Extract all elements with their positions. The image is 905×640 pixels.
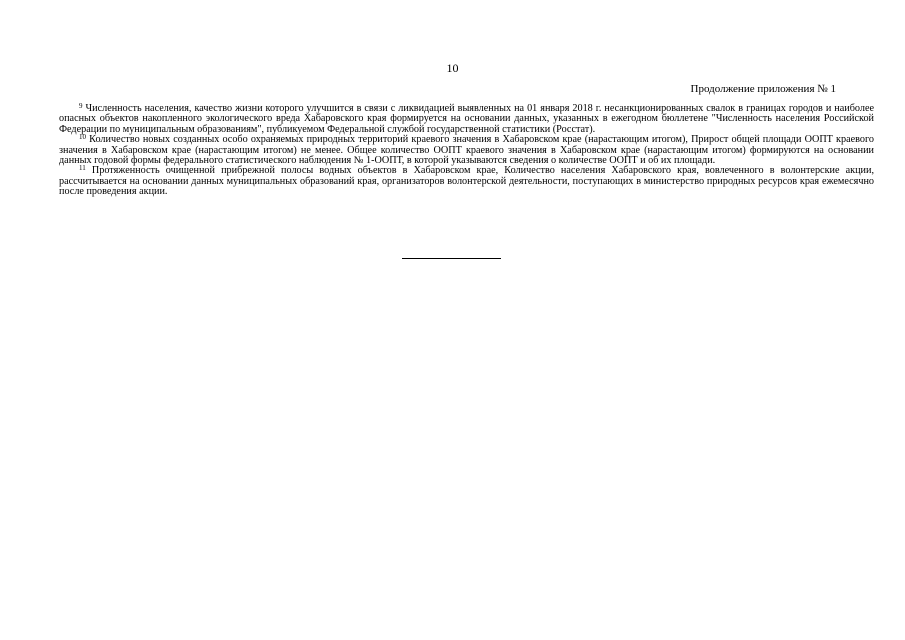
continuation-header: Продолжение приложения № 1 xyxy=(690,83,836,95)
footnote-mark: 9 xyxy=(79,102,83,110)
footnotes-block xyxy=(59,104,874,198)
footnote-mark: 11 xyxy=(79,164,86,173)
footnote-divider xyxy=(402,258,501,259)
footnote-9 xyxy=(59,104,874,135)
footnote-text: Протяженность очищенной прибрежной полосы водных объектов в Хабаровском крае, Количество населения Хабаровского края, вовлеченного в волонтерские акции, рассчитывается на основании данных муниципальных образований края, организаторов волонтерской деятельности, поступающих в министерство природных ресурсов края ежемесячно после проведения акции. xyxy=(59,165,874,198)
page-number: 10 xyxy=(446,61,459,75)
footnote-11 xyxy=(59,166,874,197)
footnote-mark: 10 xyxy=(79,133,86,142)
footnote-text: Количество новых созданных особо охраняемых природных территорий краевого значения в Хабаровском крае (нарастающим итогом), Прирост общей площади ООПТ краевого значения в Хабаровском крае (нарастающим итогом) не менее. Общее количество ООПТ краевого значения в Хабаровском крае (нарастающим итогом) формируются на основании данных годовой формы федерального статистического наблюдения № 1-ООПТ, в которой указываются сведения о количестве ООПТ и об их площади. xyxy=(59,134,874,167)
footnote-10 xyxy=(59,135,874,166)
footnote-text: Численность населения, качество жизни которого улучшится в связи с ликвидацией выявленных на 01 января 2018 г. несанкционированных свалок в границах городов и наиболее опасных объектов накопленного экологического вреда Хабаровского края формируется на основании данных, указанных в ежегодном бюллетене "Численность населения Российской Федерации по муниципальным образованиям", публикуемом Федеральной службой государственной статистики (Росстат). xyxy=(59,103,874,135)
